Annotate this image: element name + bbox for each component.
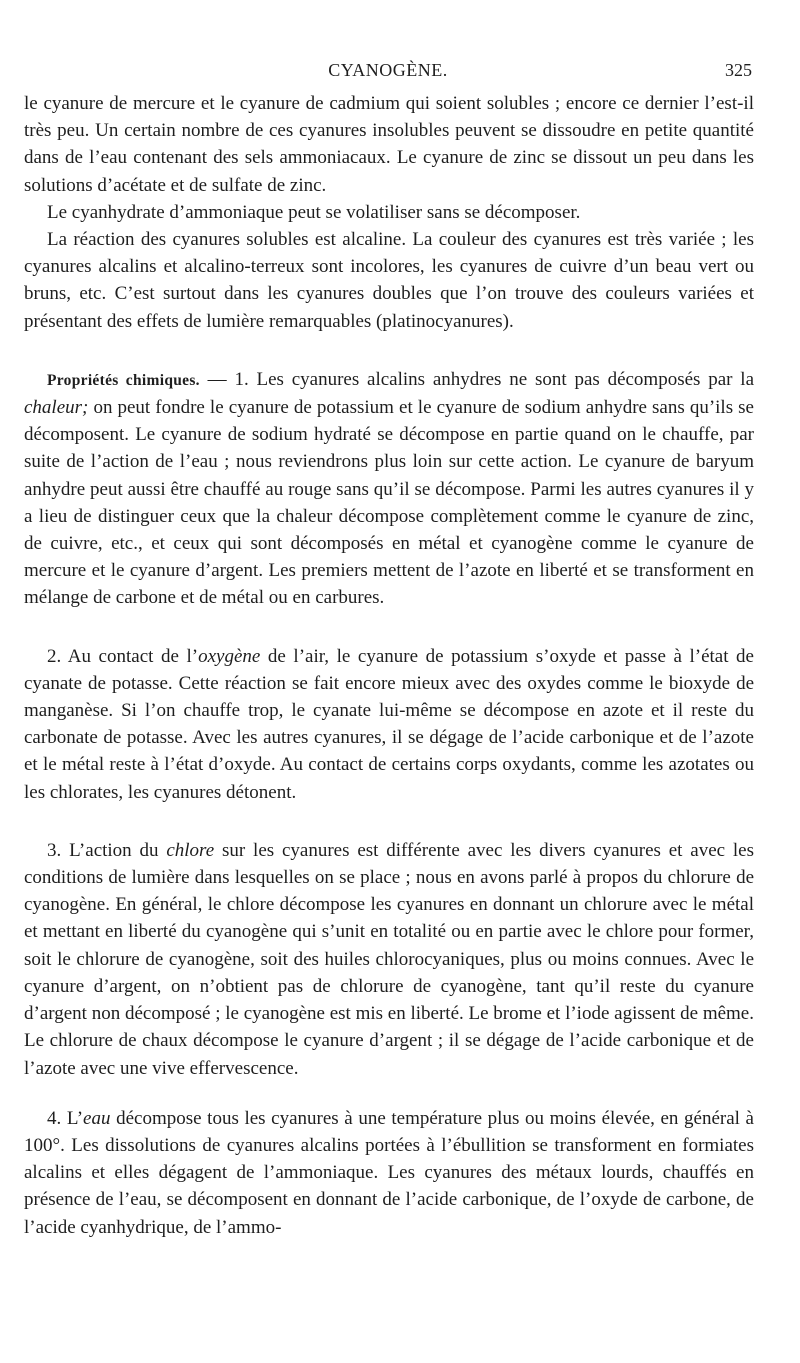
- paragraph-text: de l’air, le cyanure de potassium s’oxyde et passe à l’état de cyanate de potasse. Cette réaction se fait encore mieux avec des oxydes comme le bioxyde de manganèse. Si l’on chauffe trop, le cyanate lui-même se décompose en azote et il reste du carbonate de potasse. Avec les autres cyanures, il se dégage de l’acide carbonique et de l’azote et le métal reste à l’état d’oxyde. Au contact de certains corps oxydants, comme les azotates ou les chlorates, les cyanures détonent.: [24, 645, 754, 803]
- section-heading-proprietes: Propriétés chimiques.: [47, 371, 200, 389]
- paragraph-cyanhydrate: Le cyanhydrate d’ammoniaque peut se volatiliser sans se décomposer.: [47, 201, 581, 223]
- paragraph-text: — 1. Les cyanures alcalins anhydres ne sont pas décomposés par la: [199, 368, 754, 390]
- paragraph-text: sur les cyanures est différente avec les divers cyanures et avec les conditions de lumière dans lesquelles on se place ; nous en avons parlé à propos du chlorure de cyanogène. En général, le chlore décompose les cyanures en donnant un chlorure avec le métal et mettant en liberté du cyanogène qui s’unit en totalité ou en partie avec le chlore pour former, soit le chlorure de cyanogène, soit des huiles chlorocyaniques, plus ou moins connues. Avec le cyanure d’argent, on n’obtient pas de chlorure de cyanogène, tant qu’il reste du cyanure d’argent non décomposé ; le cyanogène est mis en liberté. Le brome et l’iode agissent de même. Le chlorure de chaux décompose le cyanure d’argent ; il se dégage de l’acide carbonique et de l’azote avec une vive effervescence.: [24, 839, 754, 1079]
- emphasis-term: chlore: [166, 839, 215, 861]
- paragraph-reaction-colors: La réaction des cyanures solubles est alcaline. La couleur des cyanures est très variée ; les cyanures alcalins et alcalino-terreux sont incolores, les cyanures de cuivre d’un beau vert ou bruns, etc. C’est surtout dans les cyanures doubles que l’on trouve des couleurs variées et présentant des effets de lumière remarquables (platinocyanures).: [24, 229, 754, 332]
- paragraph-text: 2. Au contact de l’: [47, 645, 199, 667]
- paragraph-eau: [24, 1105, 754, 1241]
- page-header: [24, 60, 752, 84]
- paragraph-chlore: [24, 837, 754, 1082]
- paragraph-insoluble-cyanures: le cyanure de mercure et le cyanure de cadmium qui soient solubles ; encore ce dernier l’est-il très peu. Un certain nombre de ces cyanures insolubles peuvent se dissoudre en petite quantité dans de l’eau contenant des sels ammoniacaux. Le cyanure de zinc se dissout un peu dans les solutions d’acétate et de sulfate de zinc.: [24, 93, 754, 196]
- page-body: [24, 90, 754, 1241]
- paragraph-text: 4. L’: [47, 1107, 84, 1129]
- paragraph-text: décompose tous les cyanures à une température plus ou moins élevée, en général à 100°. Les dissolutions de cyanures alcalins portées à l’ébullition se transforment en formiates alcalins et elles dégagent de l’ammoniaque. Les cyanures des métaux lourds, chauffés en présence de l’eau, se décomposent en donnant de l’acide carbonique, de l’oxyde de carbone, de l’acide cyanhydrique, de l’ammo-: [24, 1107, 754, 1238]
- running-title: CYANOGÈNE.: [328, 60, 448, 80]
- paragraph-oxygene: [24, 643, 754, 806]
- emphasis-term: chaleur;: [24, 397, 89, 419]
- paragraph-text: 3. L’action du: [47, 839, 167, 861]
- paragraph-text: on peut fondre le cyanure de potassium et le cyanure de sodium anhydre sans qu’ils se décomposent. Le cyanure de sodium hydraté se décompose en partie quand on le chauffe, par suite de l’action de l’eau ; nous reviendrons plus loin sur cette action. Le cyanure de baryum anhydre peut aussi être chauffé au rouge sans qu’il se décompose. Parmi les autres cyanures il y a lieu de distinguer ceux que la chaleur décompose complètement comme le cyanure de zinc, de cuivre, etc., et ceux qui sont décomposés en métal et cyanogène comme le cyanure de mercure et le cyanure d’argent. Les premiers mettent de l’azote en liberté et se transforment en mélange de carbone et de métal ou en carbures.: [24, 397, 754, 609]
- paragraph-chaleur: [24, 366, 754, 612]
- page-number: 325: [725, 60, 752, 80]
- emphasis-term: eau: [83, 1107, 111, 1129]
- emphasis-term: oxygène: [198, 645, 261, 667]
